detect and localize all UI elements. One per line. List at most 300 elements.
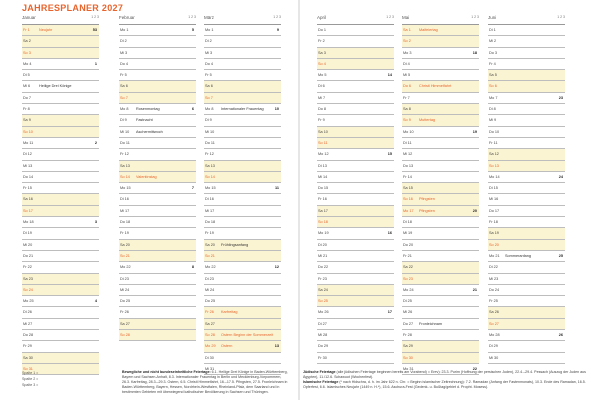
day-row [488,93,565,104]
day-row [22,172,99,183]
day-label: So 13 [489,163,499,168]
column-numbers: 1 2 3 [188,15,196,19]
day-label: Di 9 [205,118,212,123]
week-number: 14 [387,73,392,78]
day-label: So 25 [318,299,328,304]
day-label: Do 25 [205,299,216,304]
column-legend-1: Spalte 1 = [22,371,39,375]
day-row [22,104,99,115]
day-label: So 9 [403,118,411,123]
month-name: Januar [22,15,36,20]
day-label: Mi 7 [318,95,326,100]
day-label: Do 13 [403,163,414,168]
day-label: Mi 3 [120,50,128,55]
holiday-label: Sommeranfang [505,253,531,258]
day-row [119,81,196,92]
day-label: Di 18 [403,220,412,225]
day-label: Mo 19 [318,231,329,236]
day-row [402,115,479,126]
day-row [22,161,99,172]
day-row [488,70,565,81]
week-number: 10 [274,107,279,112]
day-label: Do 21 [23,253,34,258]
day-row [22,115,99,126]
day-row [402,353,479,364]
day-label: Do 24 [489,287,500,292]
column-numbers: 1 2 3 [273,15,281,19]
day-row [119,127,196,138]
day-row [402,240,479,251]
day-row [119,307,196,318]
day-label: Mi 31 [205,366,215,371]
day-label: So 7 [205,95,213,100]
day-row [204,36,281,47]
holiday-notes-right [303,370,588,390]
day-row [317,104,394,115]
day-label: So 14 [120,174,130,179]
day-row [119,59,196,70]
week-number: 23 [558,95,563,100]
day-label: Di 27 [318,321,327,326]
month-header [317,14,394,22]
islamic-holidays-text: (* nach Hidschra, d. h. im Jahr 622 n. Chr. = Beginn islamischer Zeitrechnung): 7.2. Ramadan (Anfang der Fastenmonats), 10.3. Ende des Ramadan, 16.5. Opferfest, 6.6. Islamisches Neujahr (1449 n. H.*), 15.6. Aschura-Fest (Gedenk- u. Bußtag/gebiet d. Propht. Mosess). [303,380,586,390]
week-number: 24 [558,174,563,179]
day-label: Do 22 [318,265,329,270]
day-row [204,59,281,70]
day-row [488,59,565,70]
column-numbers: 1 2 3 [386,15,394,19]
day-row [402,251,479,262]
month-name: Juni [488,15,497,20]
day-row [22,307,99,318]
day-row [317,183,394,194]
day-row [488,183,565,194]
day-label: Fr 14 [403,174,412,179]
day-label: Fr 1 [23,28,30,32]
day-row [119,194,196,205]
day-label: Sa 13 [205,163,215,168]
day-row [22,319,99,330]
day-row [204,172,281,183]
holiday-label: Rosenmontag [136,107,160,112]
day-label: Sa 2 [23,39,31,44]
day-row [317,307,394,318]
day-row [119,161,196,172]
day-row [119,70,196,81]
day-label: Mo 22 [205,265,216,270]
week-number: 17 [387,310,392,315]
day-row [22,353,99,364]
day-row [119,93,196,104]
month-column [317,14,394,364]
column-legend-3: Spalte 3 = [22,382,39,387]
day-label: Mo 10 [403,129,414,134]
day-row [317,81,394,92]
day-label: Do 15 [318,186,329,191]
day-row [204,296,281,307]
day-row [317,353,394,364]
day-label: So 7 [120,95,128,100]
jewish-holidays-heading: Jüdische Feiertage [303,370,336,374]
month-column [22,14,99,375]
day-label: Di 15 [489,186,498,191]
day-label: So 24 [23,287,33,292]
day-label: Fr 19 [205,231,214,236]
day-label: Mi 9 [489,118,497,123]
day-row [317,194,394,205]
day-row [488,48,565,59]
day-row [488,296,565,307]
day-label: Sa 26 [489,310,499,315]
day-label: So 6 [489,84,497,89]
day-row [317,285,394,296]
month-header [488,14,565,22]
week-number: 22 [472,366,477,371]
day-label: So 18 [318,220,328,225]
day-list [22,24,99,375]
day-label: Sa 10 [318,129,328,134]
day-label: Mo 29 [205,344,216,349]
holiday-notes-left [122,370,290,395]
day-label: Di 20 [318,242,327,247]
day-label: So 10 [23,129,33,134]
week-number: 5 [191,28,194,32]
day-label: So 4 [318,61,326,66]
day-label: Do 18 [120,220,131,225]
column-legend-2: Spalte 2 = [22,376,39,381]
day-row [22,127,99,138]
day-row [317,296,394,307]
holiday-label: Pfingsten [419,208,435,213]
day-row [402,262,479,273]
day-label: Mo 4 [23,61,32,66]
day-label: Fr 2 [318,39,325,44]
day-label: Di 2 [205,39,212,44]
day-row [317,206,394,217]
day-label: Do 14 [23,174,34,179]
day-label: Sa 17 [318,208,328,213]
day-label: So 21 [205,253,215,258]
day-label: Mi 2 [489,39,497,44]
day-label: Do 4 [205,61,214,66]
day-row [402,70,479,81]
day-label: So 16 [403,197,413,202]
day-row [22,70,99,81]
day-row [204,161,281,172]
day-label: Fr 4 [489,61,496,66]
day-row [488,307,565,318]
week-number: 3 [94,220,97,225]
week-number: 19 [472,129,477,134]
day-label: Mo 7 [489,95,498,100]
day-label: So 20 [489,242,499,247]
month-column [119,14,196,341]
week-number: 13 [274,344,279,349]
day-row [22,285,99,296]
day-row [488,104,565,115]
day-row [119,274,196,285]
day-row [488,194,565,205]
day-row [317,70,394,81]
day-label: Mo 26 [318,310,329,315]
day-row [488,228,565,239]
day-label: Di 11 [403,140,412,145]
day-label: Mo 14 [489,174,500,179]
day-label: Sa 24 [318,287,328,292]
day-row [119,172,196,183]
holiday-label: Frühlingsanfang [221,242,249,247]
month-name: März [204,15,214,20]
day-row [22,341,99,352]
day-row [402,217,479,228]
day-row [119,183,196,194]
day-label: Do 11 [205,140,215,145]
day-list [204,24,281,375]
day-row [402,228,479,239]
day-label: Di 2 [120,39,127,44]
day-label: Sa 3 [318,50,326,55]
day-label: Mo 28 [489,333,500,338]
month-name: April [317,15,327,20]
day-label: Sa 15 [403,186,413,191]
day-row [402,81,479,92]
day-row [22,36,99,47]
day-row [402,172,479,183]
day-row [488,36,565,47]
day-row [22,149,99,160]
day-list [488,24,565,364]
day-label: Mi 16 [489,197,499,202]
day-row [22,240,99,251]
day-row [22,93,99,104]
day-label: Mi 26 [403,310,413,315]
day-label: Fr 16 [318,197,327,202]
day-row [22,217,99,228]
holiday-label: Fronleichnam [419,321,443,326]
day-label: Fr 7 [403,95,410,100]
day-row [402,138,479,149]
day-row [317,172,394,183]
day-label: Fr 12 [120,152,129,157]
day-label: Di 13 [318,163,327,168]
day-row [488,285,565,296]
day-row [22,59,99,70]
islamic-holidays-heading: Islamische Feiertage [303,380,339,385]
day-label: Fr 9 [318,118,325,123]
day-row [317,319,394,330]
day-label: Mi 17 [120,208,130,213]
holiday-label: Internationaler Frauentag [221,107,264,112]
day-label: Di 19 [23,231,32,236]
day-label: So 27 [489,321,499,326]
day-label: So 21 [120,253,130,258]
day-label: Di 12 [23,152,32,157]
day-label: Mi 10 [120,129,130,134]
day-label: Fr 23 [318,276,327,281]
day-label: Mi 17 [205,208,215,213]
day-label: Do 8 [318,107,327,112]
day-row [488,217,565,228]
day-label: Sa 1 [403,28,411,32]
day-row [204,240,281,251]
day-row [204,93,281,104]
day-label: Mo 8 [120,107,129,112]
month-header [119,14,196,22]
day-row [204,194,281,205]
day-label: Fr 11 [489,140,498,145]
day-label: Fr 5 [120,73,127,78]
column-legend [22,371,38,388]
day-label: Sa 30 [23,355,33,360]
week-number: 16 [387,231,392,236]
day-label: Sa 6 [120,84,128,89]
holiday-label: Pfingsten [419,197,435,202]
day-row [402,319,479,330]
day-row [22,296,99,307]
day-label: Mi 23 [489,276,499,281]
day-label: Do 10 [489,129,500,134]
day-label: Fr 5 [205,73,212,78]
day-label: So 3 [23,50,31,55]
day-row [204,48,281,59]
holiday-label: Christi Himmelfahrt [419,84,452,89]
day-row [488,353,565,364]
page-gutter [298,0,300,400]
week-number: 8 [191,265,194,270]
day-list [119,24,196,341]
day-row [488,341,565,352]
day-row [488,330,565,341]
day-label: Di 29 [489,344,498,349]
day-row [402,274,479,285]
day-label: Sa 12 [489,152,499,157]
day-row [119,206,196,217]
day-row [317,36,394,47]
day-row [402,341,479,352]
day-label: Sa 16 [23,197,33,202]
day-row [204,127,281,138]
day-label: Mo 31 [403,366,414,371]
week-number: 4 [94,299,97,304]
day-row [204,115,281,126]
day-row [317,274,394,285]
week-number: 15 [387,152,392,157]
day-label: Mi 19 [403,231,413,236]
day-label: So 11 [318,140,328,145]
day-label: Fr 19 [120,231,129,236]
day-label: Mo 15 [205,186,216,191]
day-row [22,25,99,36]
day-row [22,251,99,262]
day-label: Sa 20 [120,242,130,247]
day-row [402,149,479,160]
month-column [402,14,479,375]
day-row [204,353,281,364]
day-row [119,330,196,341]
day-row [204,341,281,352]
month-header [204,14,281,22]
day-label: Mi 27 [23,321,33,326]
day-label: Sa 27 [205,321,215,326]
day-label: So 28 [205,333,215,338]
month-column [488,14,565,364]
day-label: Di 5 [23,73,30,78]
day-label: Fr 12 [205,152,214,157]
day-row [317,138,394,149]
day-row [119,104,196,115]
day-label: Mo 18 [23,220,34,225]
holiday-label: Ostern [221,344,233,349]
day-list [402,24,479,375]
day-label: Di 9 [120,118,127,123]
week-number: 2 [94,140,97,145]
day-row [204,319,281,330]
day-label: Mo 3 [403,50,412,55]
day-row [488,81,565,92]
day-row [204,149,281,160]
day-label: So 31 [23,366,33,371]
day-row [22,183,99,194]
day-label: Sa 9 [23,118,31,123]
week-number: 7 [191,186,194,191]
month-column [204,14,281,375]
day-label: Sa 8 [403,107,411,112]
day-label: Mo 17 [403,208,414,213]
day-row [317,217,394,228]
day-label: Di 22 [489,265,498,270]
day-label: Di 1 [489,28,496,32]
day-row [204,217,281,228]
day-label: Mi 12 [403,152,413,157]
day-row [119,115,196,126]
day-row [119,240,196,251]
day-label: Fr 22 [23,265,32,270]
day-row [119,217,196,228]
day-label: Mi 14 [318,174,328,179]
day-label: Fr 28 [403,333,412,338]
day-row [204,307,281,318]
day-row [488,25,565,36]
day-row [119,25,196,36]
day-row [402,183,479,194]
day-label: Mi 13 [23,163,33,168]
day-row [488,274,565,285]
day-row [204,104,281,115]
day-row [317,93,394,104]
day-row [22,206,99,217]
day-label: Mo 11 [23,140,34,145]
day-row [22,262,99,273]
day-row [402,194,479,205]
day-label: Do 27 [403,321,414,326]
day-label: Di 26 [23,310,32,315]
day-label: Di 30 [205,355,214,360]
holiday-label: Neujahr [39,28,53,32]
week-number: 9 [276,28,279,32]
day-label: Do 18 [205,220,216,225]
day-label: Di 16 [120,197,129,202]
day-label: Mo 24 [403,287,414,292]
day-label: So 2 [403,39,411,44]
day-row [488,149,565,160]
day-label: Do 20 [403,242,414,247]
day-row [402,36,479,47]
month-name: Februar [119,15,135,20]
day-row [204,251,281,262]
day-row [317,341,394,352]
day-row [488,138,565,149]
day-row [402,206,479,217]
